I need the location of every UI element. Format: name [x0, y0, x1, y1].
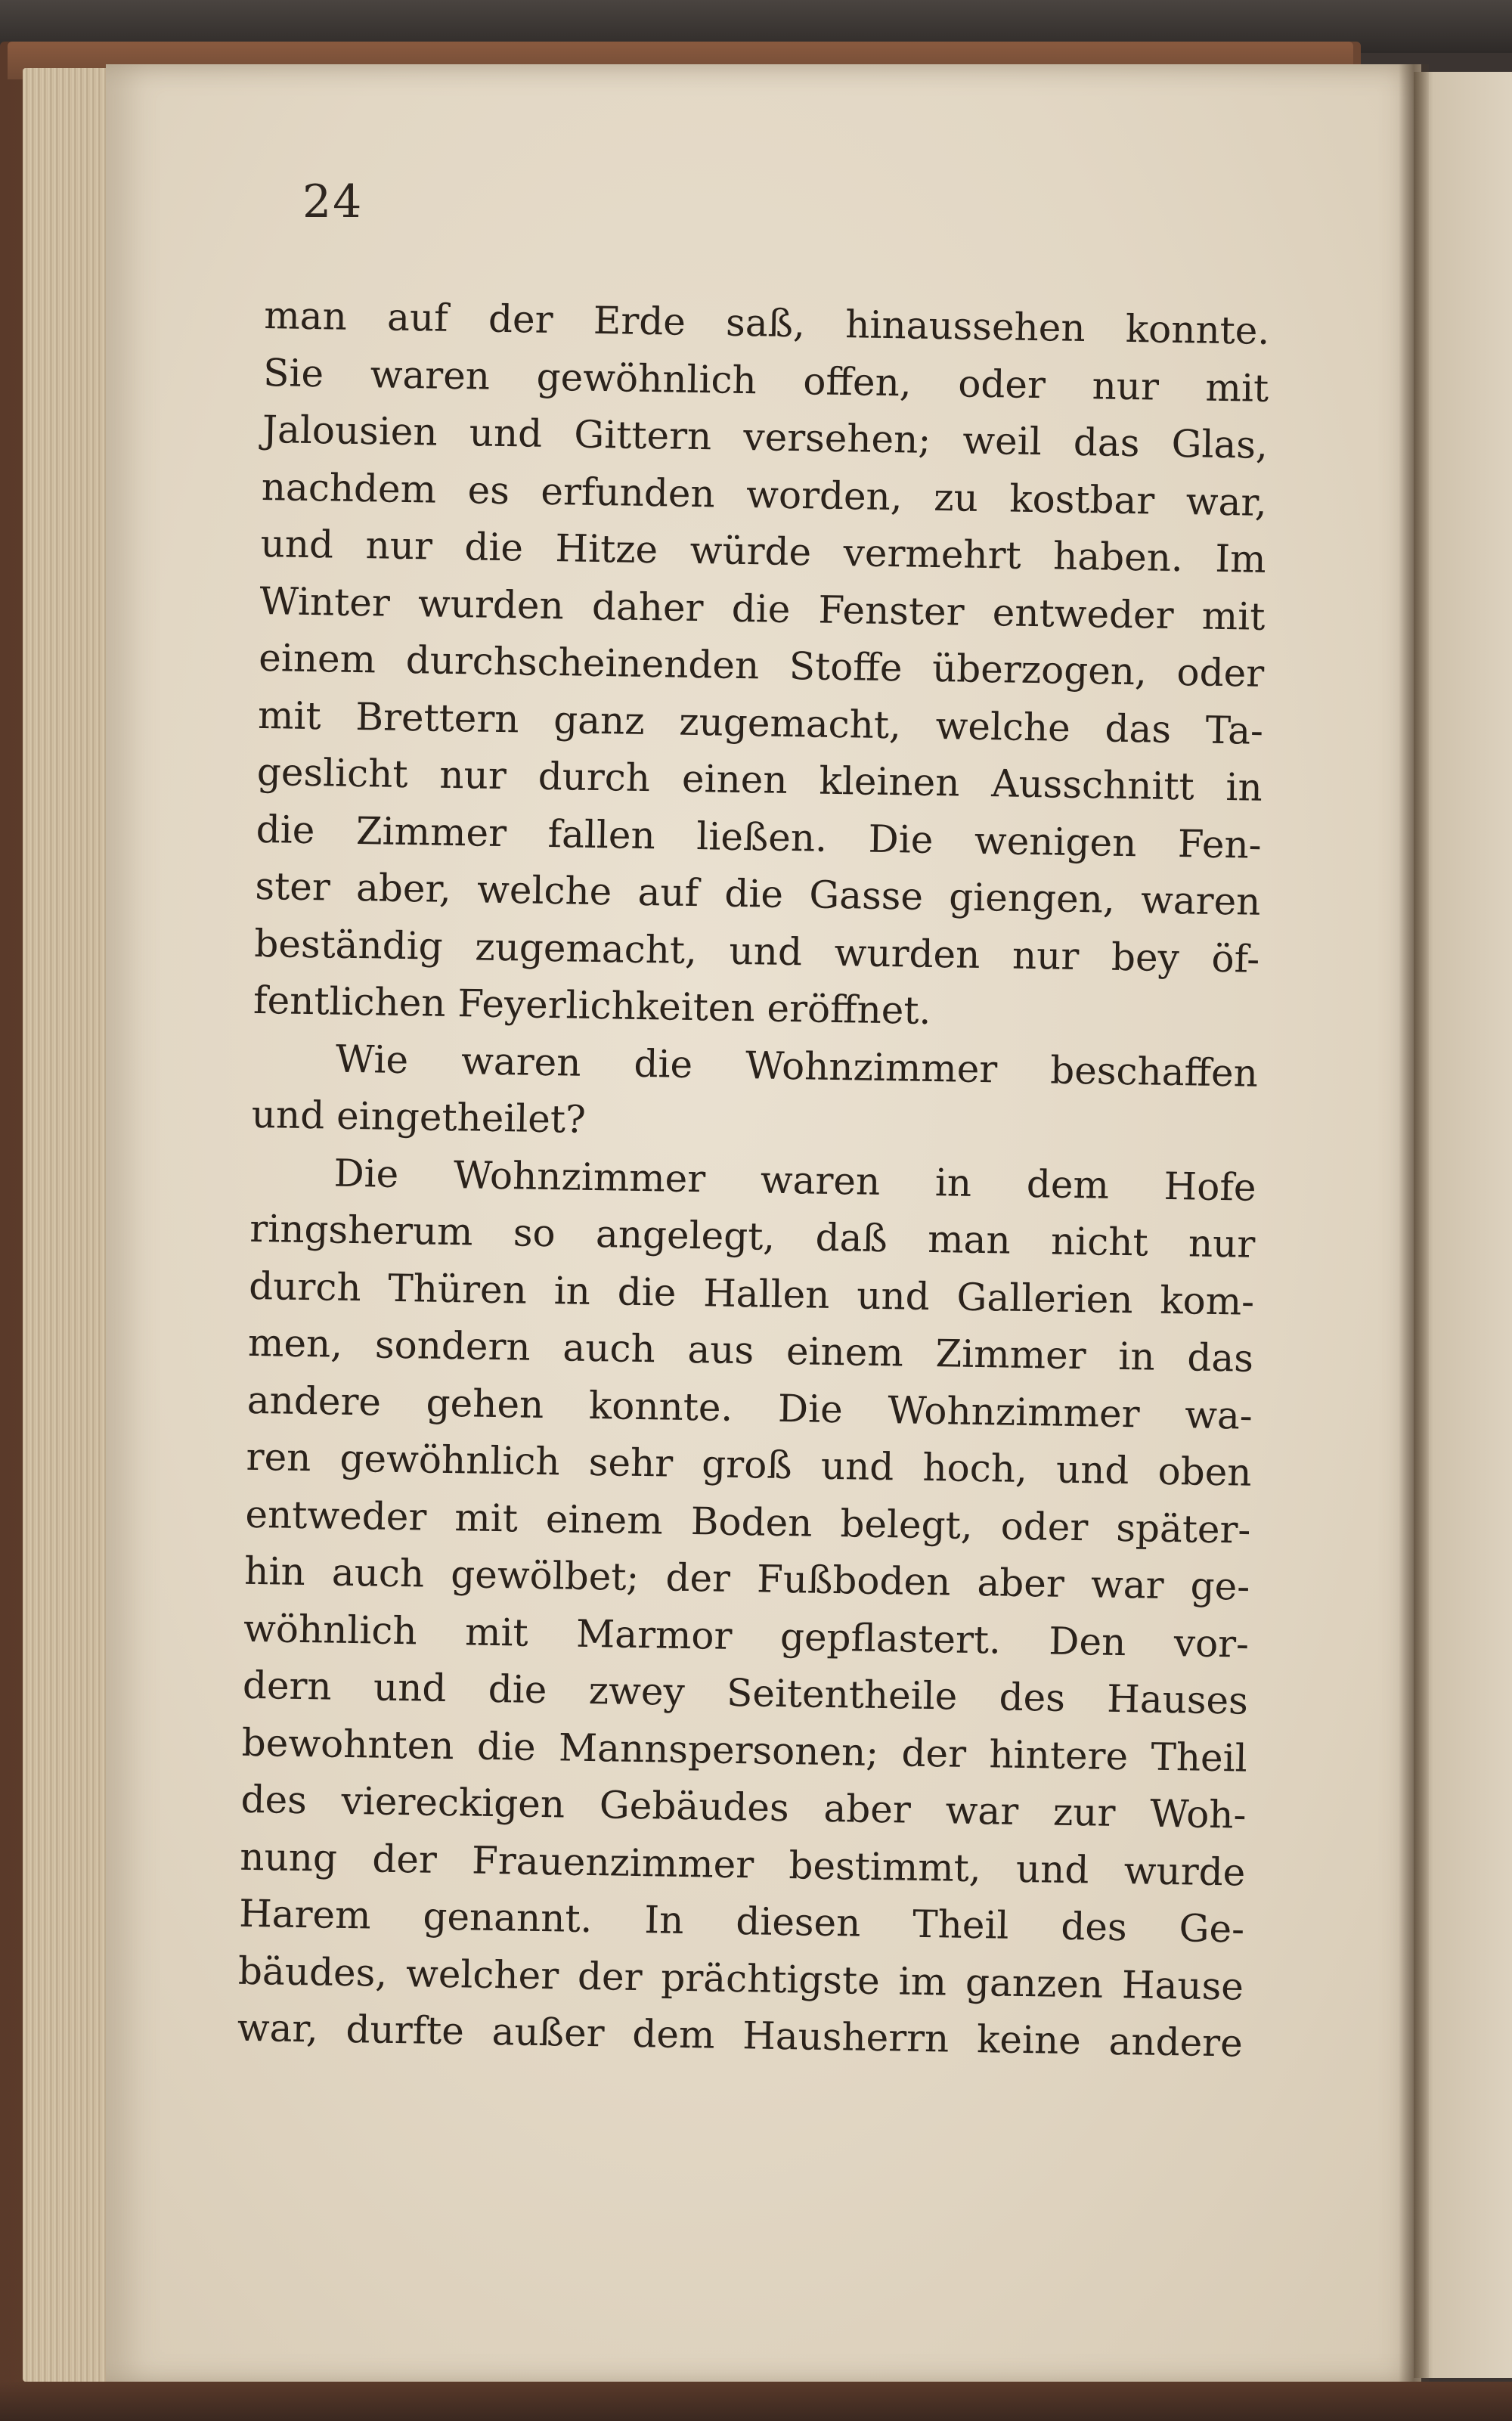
text-line: des viereckigen Gebäudes aber war zur Woh-	[240, 1777, 1247, 1837]
text-line: geslicht nur durch einen kleinen Ausschnitt in	[256, 749, 1263, 810]
text-line: Wie waren die Wohnzimmer beschaffen	[335, 1037, 1259, 1096]
text-line: war, durfte außer dem Hausherrn keine andere	[237, 2005, 1244, 2066]
text-line: Winter wurden daher die Fenster entweder mit	[259, 578, 1266, 639]
text-line: dern und die zwey Seitentheile des Hauses	[242, 1663, 1249, 1723]
page-number: 24	[302, 175, 364, 228]
text-line: einem durchscheinenden Stoffe überzogen, oder	[258, 635, 1265, 696]
text-line: fentlichen Feyerlichkeiten eröffnet.	[253, 978, 931, 1033]
text-line: und eingetheilet?	[251, 1092, 587, 1142]
text-line: Die Wohnzimmer waren in dem Hofe	[333, 1151, 1256, 1210]
text-line: men, sondern auch aus einem Zimmer in das	[247, 1320, 1254, 1381]
text-line: nachdem es erfunden worden, zu kostbar war,	[261, 464, 1268, 525]
page-text	[237, 287, 1270, 2072]
text-line: wöhnlich mit Marmor gepflastert. Den vor-	[243, 1606, 1250, 1666]
cover-bottom-edge	[0, 2382, 1512, 2421]
text-line: entweder mit einem Boden belegt, oder später-	[245, 1492, 1251, 1552]
text-line: ren gewöhnlich sehr groß und hoch, und oben	[246, 1434, 1252, 1495]
text-line: bewohnten die Mannspersonen; der hintere Theil	[241, 1720, 1248, 1781]
text-line: ringsherum so angelegt, daß man nicht nur	[249, 1206, 1256, 1266]
text-line: ster aber, welche auf die Gasse giengen, waren	[255, 863, 1261, 924]
text-line: und nur die Hitze würde vermehrt haben. Im	[260, 521, 1266, 581]
page-gutter	[1399, 64, 1429, 2385]
text-line: nung der Frauenzimmer bestimmt, und wurde	[239, 1834, 1246, 1895]
text-line: hin auch gewölbet; der Fußboden aber war ge-	[243, 1548, 1250, 1609]
text-line: andere gehen konnte. Die Wohnzimmer wa-	[246, 1378, 1253, 1438]
text-line: beständig zugemacht, und wurden nur bey öf-	[253, 921, 1260, 981]
text-line: Sie waren gewöhnlich offen, oder nur mit	[262, 350, 1269, 411]
text-line: Jalousien und Gittern versehen; weil das Glas,	[262, 407, 1269, 467]
text-line: Harem genannt. In diesen Theil des Ge-	[238, 1891, 1245, 1951]
text-line: die Zimmer fallen ließen. Die wenigen Fen-	[256, 807, 1263, 867]
text-line: bäudes, welcher der prächtigste im ganzen Hause	[237, 1948, 1244, 2009]
text-line: durch Thüren in die Hallen und Gallerien kom-	[248, 1263, 1255, 1324]
text-line: mit Brettern ganz zugemacht, welche das Ta-	[257, 693, 1264, 753]
text-line: man auf der Erde saß, hinaussehen konnte.	[263, 293, 1270, 353]
